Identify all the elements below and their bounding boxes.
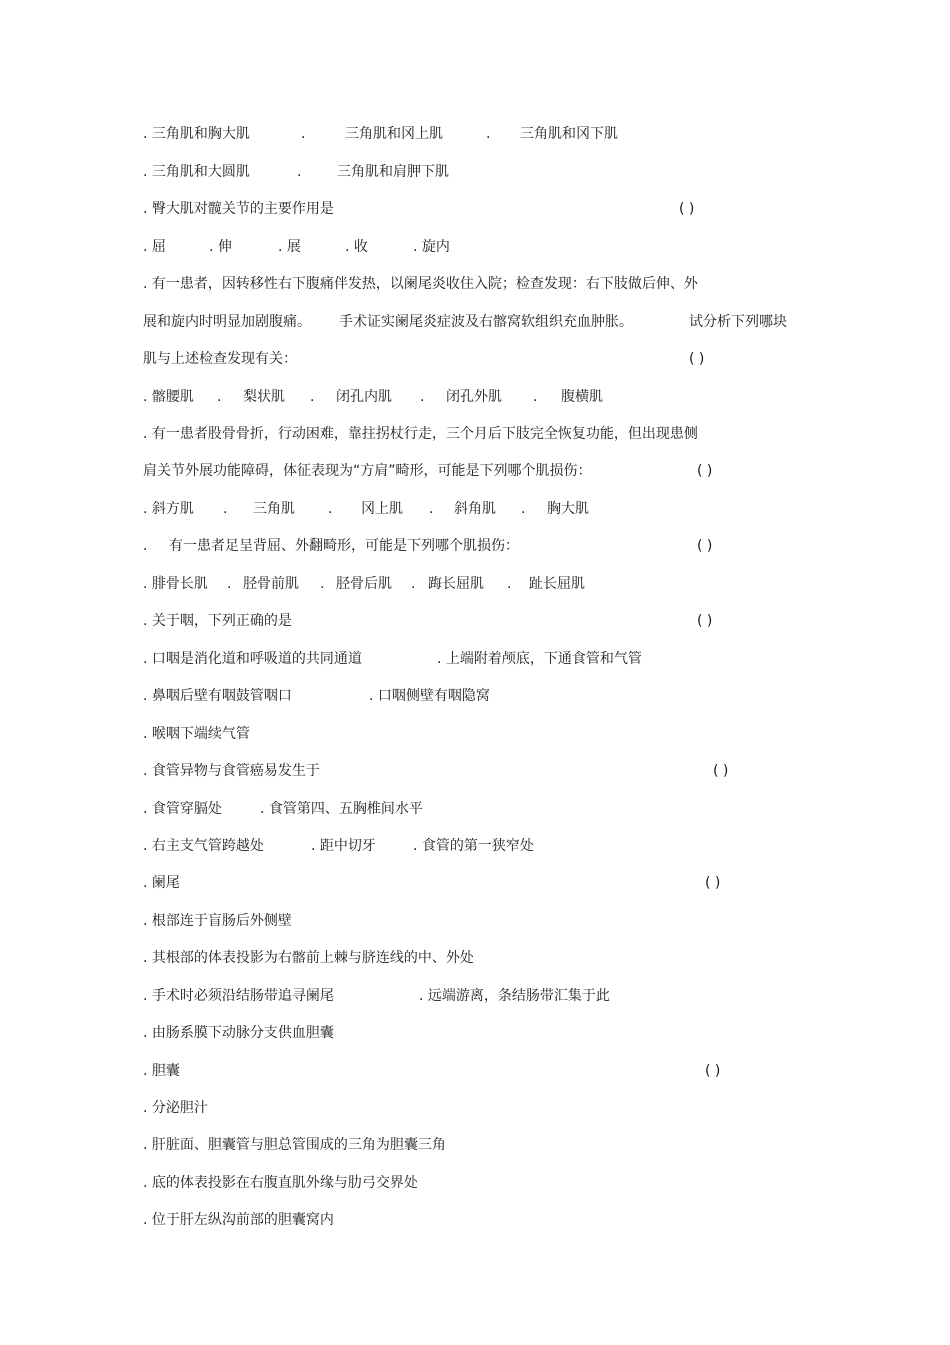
option-text: 三角肌和冈上肌 — [345, 126, 443, 142]
option-text: 闭孔内肌 — [336, 389, 392, 405]
option-text: . 伸 — [209, 239, 232, 255]
question-text: . 关于咽，下列正确的是 — [143, 613, 292, 629]
question-text: 试分析下列哪块 — [689, 314, 787, 330]
question-text: 有一患者足呈背屈、外翻畸形，可能是下列哪个肌损伤： — [169, 538, 519, 554]
option-dot: . — [328, 501, 333, 517]
option-text: . 斜方肌 — [143, 501, 194, 517]
option-dot: . — [411, 576, 416, 592]
answer-paren: ( ) — [697, 463, 713, 479]
question-text: . 食管异物与食管癌易发生于 — [143, 763, 320, 779]
option-dot: . — [310, 389, 315, 405]
option-text: . 口咽侧壁有咽隐窝 — [369, 688, 490, 704]
option-text: . 屈 — [143, 239, 166, 255]
option-dot: . — [521, 501, 526, 517]
answer-paren: ( ) — [689, 351, 705, 367]
option-text: . 鼻咽后壁有咽鼓管咽口 — [143, 688, 292, 704]
question-text: 肩关节外展功能障碍，体征表现为“方肩”畸形，可能是下列哪个肌损伤： — [143, 463, 592, 479]
option-text: . 口咽是消化道和呼吸道的共同通道 — [143, 651, 362, 667]
option-text: 冈上肌 — [361, 501, 403, 517]
option-text: 踇长屈肌 — [428, 576, 484, 592]
answer-paren: ( ) — [705, 875, 721, 891]
option-text: 趾长屈肌 — [529, 576, 585, 592]
option-text: . 分泌胆汁 — [143, 1100, 208, 1116]
option-text: 胫骨前肌 — [243, 576, 299, 592]
option-text: 胸大肌 — [547, 501, 589, 517]
question-text: . 有一患者，因转移性右下腹痛伴发热，以阑尾炎收住入院；检查发现：右下肢做后伸、外 — [143, 276, 698, 292]
question-number-dot: . — [143, 538, 148, 554]
option-text: . 其根部的体表投影为右髂前上棘与脐连线的中、外处 — [143, 950, 474, 966]
option-text: . 由肠系膜下动脉分支供血胆囊 — [143, 1025, 334, 1041]
question-text: 肌与上述检查发现有关： — [143, 351, 297, 367]
option-dot: . — [533, 389, 538, 405]
option-text: 腹横肌 — [561, 389, 603, 405]
answer-paren: ( ) — [713, 763, 729, 779]
option-text: 闭孔外肌 — [446, 389, 502, 405]
option-text: . 上端附着颅底，下通食管和气管 — [437, 651, 642, 667]
option-text: . 食管穿膈处 — [143, 801, 222, 817]
option-text: 斜角肌 — [454, 501, 496, 517]
option-text: . 远端游离，条结肠带汇集于此 — [419, 988, 610, 1004]
option-dot: . — [507, 576, 512, 592]
question-text: . 胆囊 — [143, 1063, 180, 1079]
option-text: . 右主支气管跨越处 — [143, 838, 264, 854]
question-text: . 阑尾 — [143, 875, 180, 891]
option-text: . 喉咽下端续气管 — [143, 726, 250, 742]
question-text: 展和旋内时明显加剧腹痛。 — [143, 314, 311, 330]
option-text: . 髂腰肌 — [143, 389, 194, 405]
option-text: . 腓骨长肌 — [143, 576, 208, 592]
option-text: . 食管第四、五胸椎间水平 — [260, 801, 423, 817]
option-text: . 手术时必须沿结肠带追寻阑尾 — [143, 988, 334, 1004]
option-dot: . — [297, 164, 302, 180]
option-dot: . — [223, 501, 228, 517]
option-text: . 距中切牙 — [311, 838, 376, 854]
option-dot: . — [301, 126, 306, 142]
answer-paren: ( ) — [679, 201, 695, 217]
answer-paren: ( ) — [705, 1063, 721, 1079]
answer-paren: ( ) — [697, 613, 713, 629]
option-dot: . — [227, 576, 232, 592]
question-text: . 有一患者股骨骨折，行动困难，靠拄拐杖行走，三个月后下肢完全恢复功能，但出现患侧 — [143, 426, 698, 442]
option-text: 胫骨后肌 — [336, 576, 392, 592]
answer-paren: ( ) — [697, 538, 713, 554]
option-text: . 收 — [345, 239, 368, 255]
option-dot: . — [217, 389, 222, 405]
option-dot: . — [420, 389, 425, 405]
option-dot: . — [486, 126, 491, 142]
option-text: 三角肌 — [253, 501, 295, 517]
option-text: . 肝脏面、胆囊管与胆总管围成的三角为胆囊三角 — [143, 1137, 446, 1153]
option-text: . 食管的第一狭窄处 — [413, 838, 534, 854]
question-text: . 臀大肌对髋关节的主要作用是 — [143, 201, 334, 217]
option-text: 三角肌和冈下肌 — [520, 126, 618, 142]
option-dot: . — [320, 576, 325, 592]
option-text: . 位于肝左纵沟前部的胆囊窝内 — [143, 1212, 334, 1228]
option-text: 三角肌和肩胛下肌 — [337, 164, 449, 180]
question-text: 手术证实阑尾炎症波及右髂窝软组织充血肿胀。 — [339, 314, 633, 330]
option-text: . 底的体表投影在右腹直肌外缘与肋弓交界处 — [143, 1175, 418, 1191]
option-text: . 旋内 — [413, 239, 450, 255]
option-text: . 三角肌和大圆肌 — [143, 164, 250, 180]
option-text: . 展 — [278, 239, 301, 255]
option-text: . 根部连于盲肠后外侧壁 — [143, 913, 292, 929]
option-text: . 三角肌和胸大肌 — [143, 126, 250, 142]
option-dot: . — [429, 501, 434, 517]
option-text: 梨状肌 — [243, 389, 285, 405]
